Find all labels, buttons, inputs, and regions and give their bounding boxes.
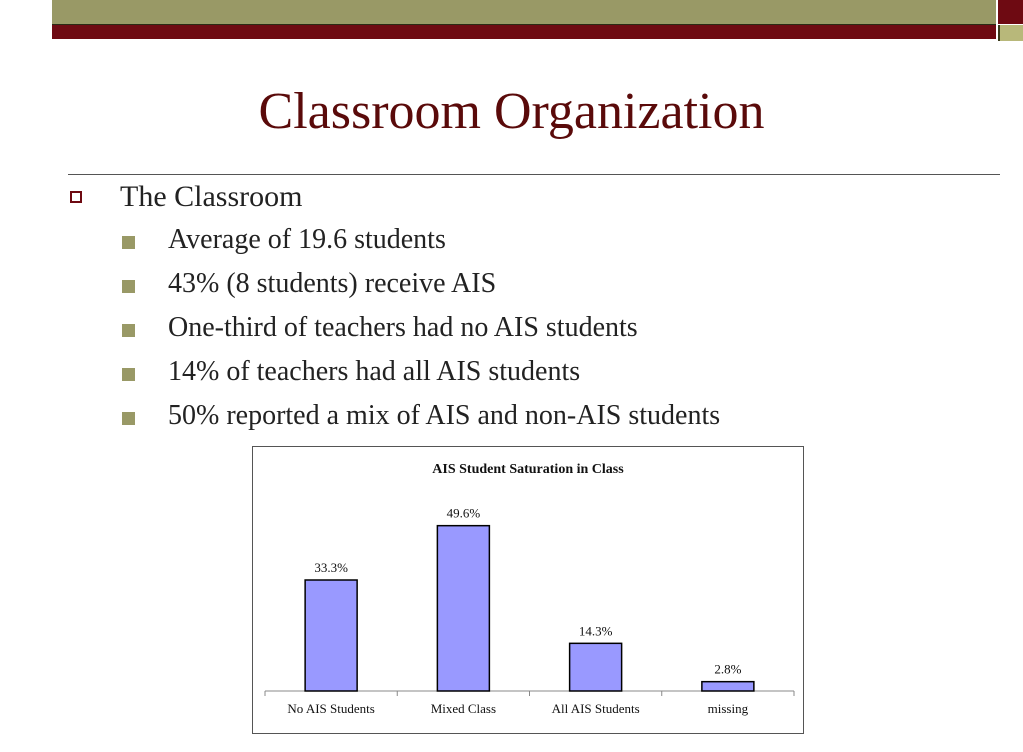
slide-title: Classroom Organization <box>258 83 765 140</box>
square-bullet-icon <box>122 236 135 249</box>
bar-chart <box>252 446 804 734</box>
square-bullet-icon <box>122 324 135 337</box>
sub-bullet-text: 50% reported a mix of AIS and non-AIS students <box>168 400 721 431</box>
sub-bullet-text: One-third of teachers had no AIS students <box>168 312 638 343</box>
top-olive-bar <box>52 0 996 25</box>
bar <box>570 643 622 691</box>
bar <box>305 580 357 691</box>
chart-canvas <box>253 447 803 733</box>
bar <box>702 682 754 691</box>
square-bullet-icon <box>122 412 135 425</box>
x-tick-label: Mixed Class <box>430 701 497 716</box>
title-divider <box>68 174 1000 175</box>
sub-bullet-text: Average of 19.6 students <box>168 224 446 255</box>
bar-data-label: 14.3% <box>578 623 613 639</box>
sub-bullet-text: 43% (8 students) receive AIS <box>168 268 497 299</box>
square-bullet-icon <box>122 280 135 293</box>
x-tick-label: No AIS Students <box>287 701 375 716</box>
bar <box>437 526 489 691</box>
sub-bullet-text: 14% of teachers had all AIS students <box>168 356 581 387</box>
x-tick-label: missing <box>707 701 749 716</box>
chart-title: AIS Student Saturation in Class <box>432 462 624 477</box>
plot-area <box>265 506 794 716</box>
corner-square-dark <box>998 0 1023 24</box>
square-bullet-icon <box>122 368 135 381</box>
corner-square-light <box>998 25 1023 41</box>
main-bullet-text: The Classroom <box>120 180 303 213</box>
x-tick-label: All AIS Students <box>551 701 640 716</box>
hollow-square-bullet-icon <box>70 191 82 203</box>
bar-data-label: 49.6% <box>446 505 481 521</box>
bar-data-label: 33.3% <box>314 560 348 575</box>
top-maroon-bar <box>52 25 996 39</box>
bar-data-label: 2.8% <box>714 661 742 677</box>
